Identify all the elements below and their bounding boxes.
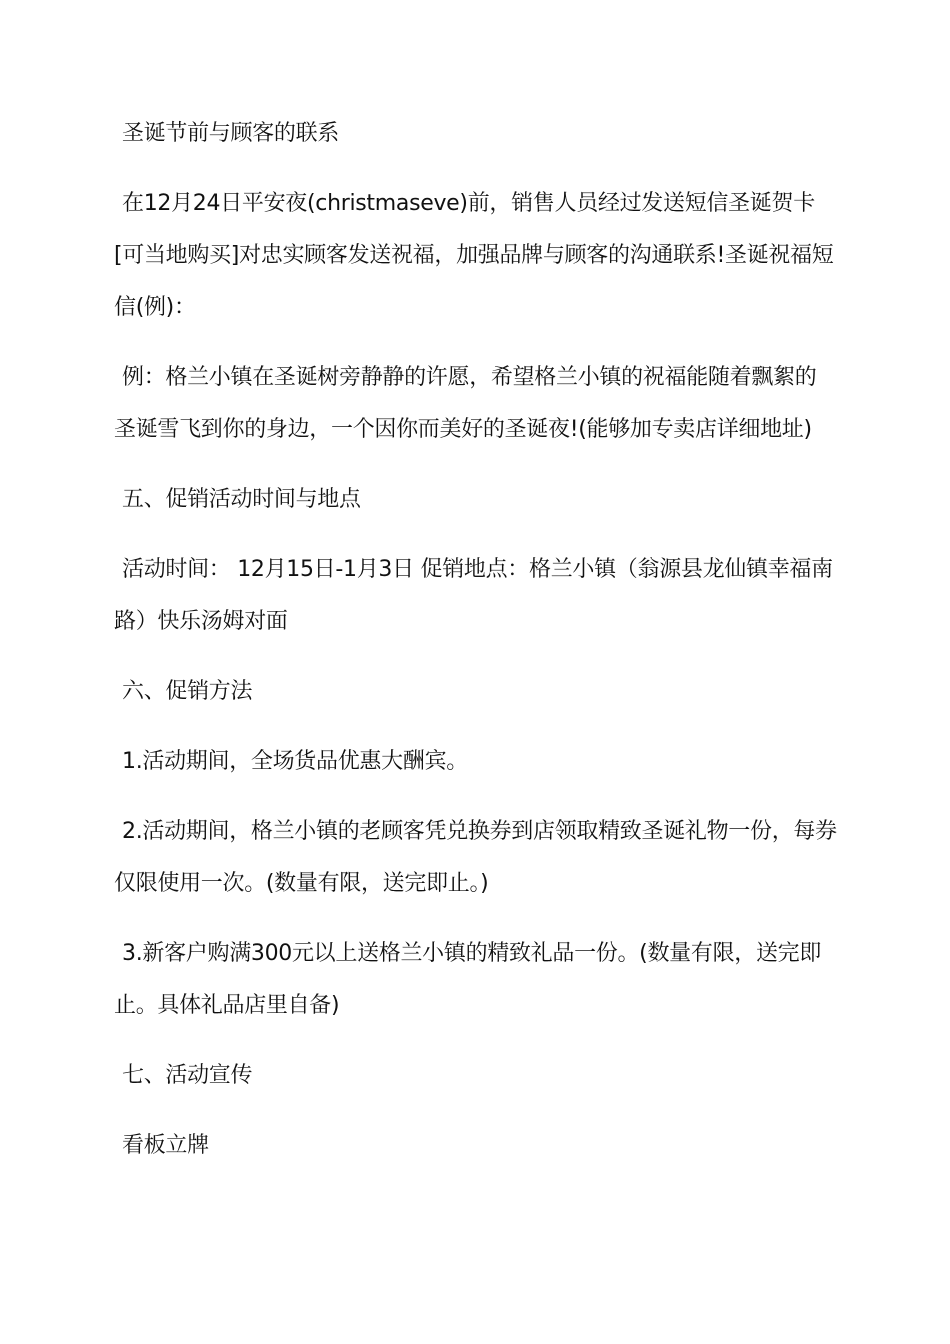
paragraph-time-place: 活动时间： 12月15日-1月3日 促销地点：格兰小镇（翁源县龙仙镇幸福南路）快乐汤姆对面 [114,557,833,634]
list-item-method-2: 2.活动期间，格兰小镇的老顾客凭兑换券到店领取精致圣诞礼物一份，每券仅限使用一次。(数量有限，送完即止。) [114,819,837,896]
paragraph-example-message: 例：格兰小镇在圣诞树旁静静的许愿，希望格兰小镇的祝福能随着飘絮的圣诞雪飞到你的身边，一个因你而美好的圣诞夜!(能够加专卖店详细地址) [114,365,817,442]
section-heading-time-place: 五、促销活动时间与地点 [122,487,361,512]
list-item-method-1: 1.活动期间，全场货品优惠大酬宾。 [122,749,468,774]
section-heading-contact: 圣诞节前与顾客的联系 [122,121,340,146]
section-heading-methods: 六、促销方法 [122,679,253,704]
list-item-method-3: 3.新客户购满300元以上送格兰小镇的精致礼品一份。(数量有限，送完即止。具体礼品店里自备) [114,941,822,1018]
document-page [114,108,838,1172]
section-heading-promotion: 七、活动宣传 [122,1063,253,1088]
paragraph-christmas-sms: 在12月24日平安夜(christmaseve)前，销售人员经过发送短信圣诞贺卡[可当地购买]对忠实顾客发送祝福，加强品牌与顾客的沟通联系!圣诞祝福短信(例)： [114,191,834,320]
paragraph-signboard: 看板立牌 [122,1133,209,1158]
